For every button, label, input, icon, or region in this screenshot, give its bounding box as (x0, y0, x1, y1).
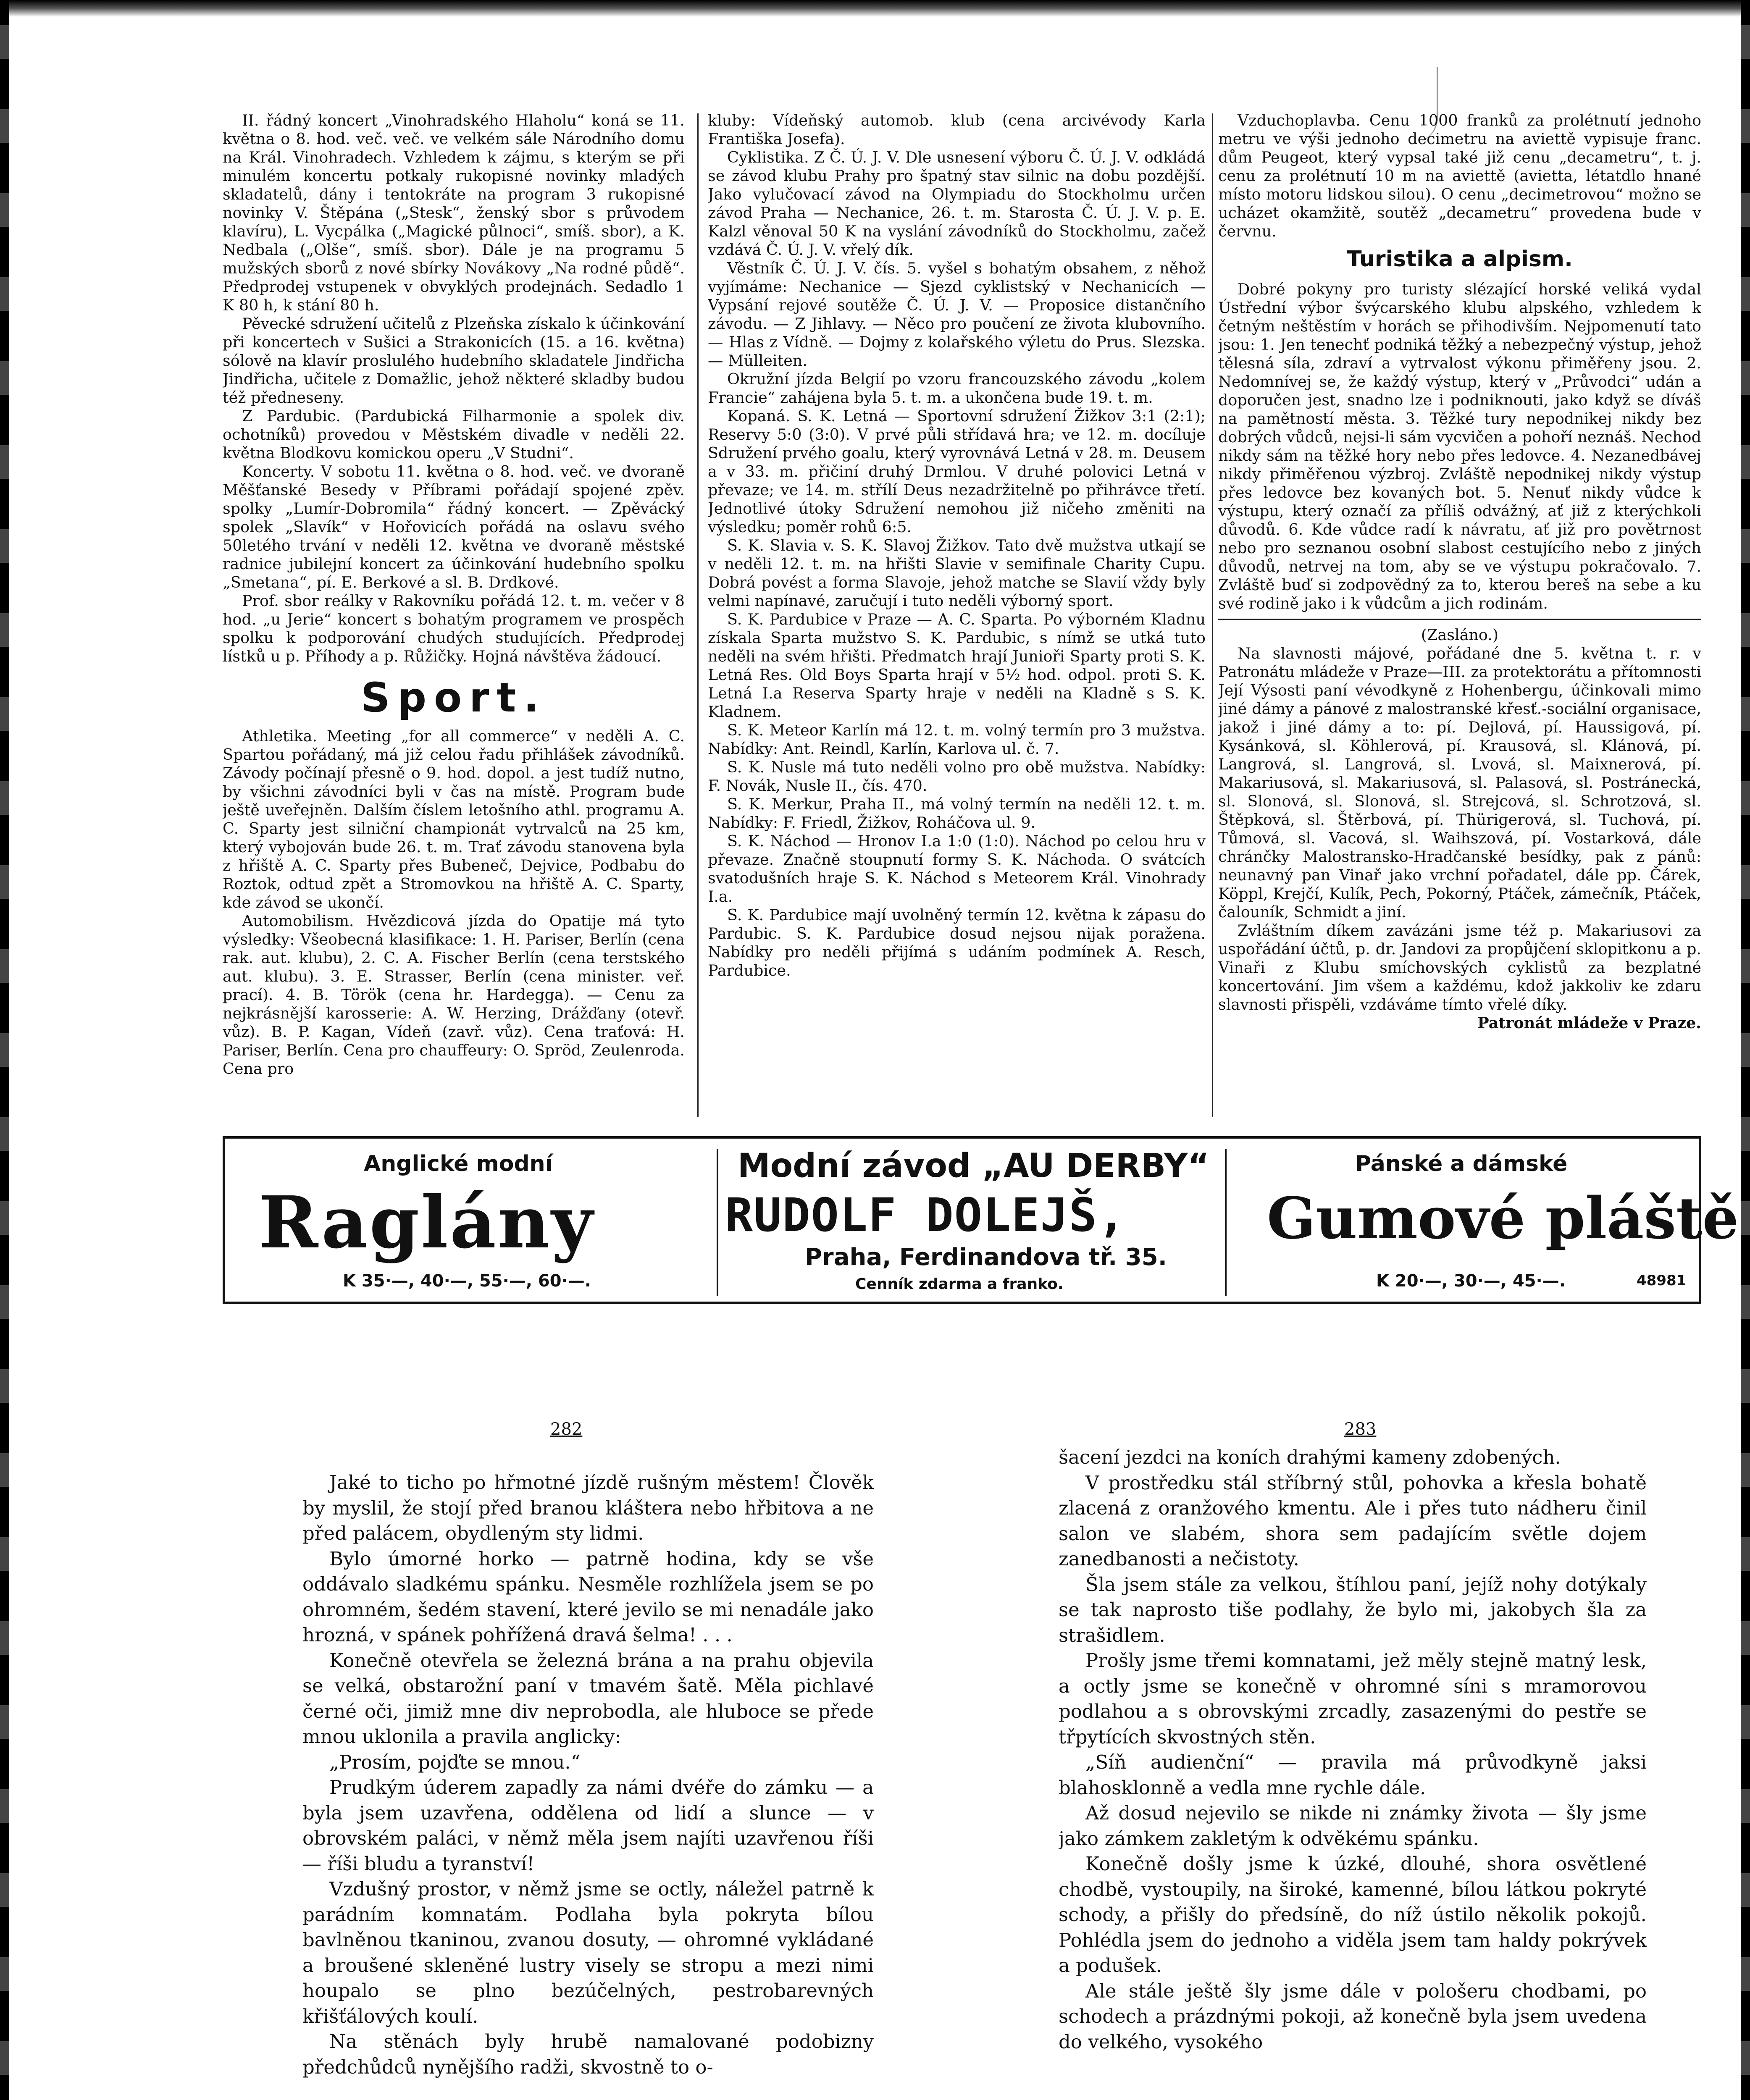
article-automobilism: Automobilism. Hvězdicová jízda do Opatije má tyto výsledky: Všeobecná klasifikace: 1. H. Pariser, Berlín (cena rak. aut. klubu), 2. C. A. Fischer Berlín (cena terstského aut. klubu). 3. E. Strasser, Berlín (cena minister. veř. prací). 4. B. Török (cena hr. Hardegga). — Cenu za nejkrásnější karosserie: A. W. Herzing, Drážďany (otevř. vůz). B. P. Kagan, Vídeň (zavř. vůz). Cena traťová: H. Pariser, Berlín. Cena pro chauffeury: O. Spröd, Zeulenroda. Cena pro (223, 912, 685, 1078)
article-kluby: kluby: Vídeňský automob. klub (cena arcivévody Karla Františka Josefa). (708, 111, 1206, 148)
book-right-paragraph-2: V prostředku stál stříbrný stůl, pohovka a křesla bohatě zlacená z oranžového kmentu. Ale i přes tuto nádheru činil salon ve slabém, shora sem padajícím světle dojem zanedbanosti a nečistoty. (1059, 1471, 1647, 1570)
book-right-page (1059, 1445, 1647, 2100)
book-right-paragraph-4: Prošly jsme třemi komnatami, jež měly stejně matný lesk, a octly jsme se konečně v ohromné síni s mramorovou podlahou a s obrovskými zrcadly, zasazenými do pestře se třpytících skvostných stěn. (1059, 1649, 1647, 1748)
book-left-paragraph-2: Bylo úmorné horko — patrně hodina, kdy se vše oddávalo sladkému spánku. Nesměle rozhlížela jsem se po ohromném, šedém stavení, které jevilo se mi nenadále jako hrozná, v spánek pohřížená dravá šelma! . . . (302, 1547, 874, 1646)
signature-patronat: Patronát mládeže v Praze. (1477, 1014, 1701, 1032)
ad-right-prices: K 20·—, 30·—, 45·—. (1376, 1271, 1566, 1291)
newspaper-column-1 (223, 111, 685, 1117)
section-divider (1218, 619, 1701, 620)
ad-center-address: Praha, Ferdinandova tř. 35. (805, 1244, 1167, 1271)
ad-center-top: Modní závod „AU DERBY“ (738, 1147, 1209, 1185)
article-athletika: Athletika. Meeting „for all commerce“ v neděli A. C. Spartou pořádaný, má již celou řadu přihlášek závodníků. Závody počínají přesně o 9. hod. dopol. a jest tudíž nutno, by všichni závodníci byli v čas na místě. Program bude ještě uveřejněn. Dalším číslem letošního athl. programu A. C. Sparty jest silniční championát vytrvalců na 25 km, který vybojován bude 26. t. m. Trať závodu stanovena byla z hřiště A. C. Sparty přes Bubeneč, Dejvice, Podbabu do Roztok, odtud zpět a Stromovkou na hřiště A. C. Sparty, kde závod se ukončí. (223, 727, 685, 911)
ad-center-main: RUDOLF DOLEJŠ, (725, 1188, 1127, 1242)
article-rakovnik: Prof. sbor reálky v Rakovníku pořádá 12. t. m. večer v 8 hod. „u Jerie“ koncert s bohatým programem ve prospěch spolku k podporování chudých studujících. Předprodej lístků u p. Příhody a p. Růžičky. Hojná návštěva žádoucí. (223, 592, 685, 665)
book-right-paragraph-5: „Síň audienční“ — pravila má průvodkyně jaksi blahosklonně a vedla mne rychle dále. (1059, 1751, 1647, 1799)
article-pardubice-termin: S. K. Pardubice mají uvolněný termín 12. května k zápasu do Pardubic. S. K. Pardubice dosud nejsou nijak poražena. Nabídky pro neděli přijímá s udáním podmínek A. Resch, Pardubice. (708, 906, 1206, 979)
article-vzduchoplavba: Vzduchoplavba. Cenu 1000 franků za prolétnutí jednoho metru ve výši jednoho decimetru na aviettě vypisuje franc. dům Peugeot, který vypsal také již cenu „decametru“, t. j. cenu za prolétnutí 10 m na aviettě (avietta, létatdlo hnané místo motoru lidskou silou). O cenu „decimetrovou“ možno se ucházet okamžitě, soutěž „decametru“ provedena bude v červnu. (1218, 111, 1701, 240)
book-right-paragraph-7: Konečně došly jsme k úzké, dlouhé, shora osvětlené chodbě, vystoupily, na široké, kamenné, bílou látkou pokryté schody, a přišly do předsíně, do níž ústilo několik pokojů. Pohlédla jsem do jednoho a viděla jsem tam haldy pokrývek a podušek. (1059, 1853, 1647, 1977)
advertisement-box (223, 1136, 1739, 1304)
article-koncerty: Koncerty. V sobotu 11. května o 8. hod. več. ve dvoraně Měšťanské Besedy v Příbrami pořádají spojené zpěv. spolky „Lumír-Dobromila“ řádný koncert. — Zpěvácký spolek „Slavík“ v Hořovicích pořádá na oslavu svého 50letého trvání v neděli 12. května ve dvoraně městské radnice jubilejní koncert za účinkování hudebního spolku „Smetana“, pí. E. Berkové a sl. B. Drdkové. (223, 462, 685, 591)
sport-heading: Sport. (361, 674, 547, 721)
article-pardubice: Z Pardubic. (Pardubická Filharmonie a spolek div. ochotníků) provedou v Městském divadle v neděli 22. května Blodkovu komickou operu „V Studni“. (223, 407, 685, 462)
newspaper-column-3 (1218, 111, 1701, 1117)
article-nusle: S. K. Nusle má tuto neděli volno pro obě mužstva. Nabídky: F. Novák, Nusle II., čís. 470. (708, 758, 1206, 795)
ad-right-main: Gumové pláště (1267, 1185, 1739, 1252)
book-right-paragraph-3: Šla jsem stále za velkou, štíhlou paní, jejíž nohy dotýkaly se tak naprosto tiše podlahy, že bylo mi, jakobych šla za strašidlem. (1059, 1573, 1647, 1646)
ad-separator-2 (1225, 1149, 1227, 1296)
ad-left-prices: K 35·—, 40·—, 55·—, 60·—. (343, 1271, 591, 1291)
article-okruzni-jizda: Okružní jízda Belgií po vzoru francouzského závodu „kolem Francie“ zahájena byla 5. t. m. a ukončena bude 19. t. m. (708, 370, 1206, 407)
book-left-paragraph-1: Jaké to ticho po hřmotné jízdě rušným městem! Člověk by myslil, že stojí před branou kláštera nebo hřbitova a ne před palácem, obydleným sty lidmi. (302, 1471, 874, 1544)
book-left-paragraph-4: „Prosím, pojďte se mnou.“ (329, 1751, 581, 1773)
column-rule-2 (1212, 113, 1213, 1117)
article-kopana: Kopaná. S. K. Letná — Sportovní sdružení Žižkov 3:1 (2:1); Reservy 5:0 (3:0). V prvé půli střídavá hra; ve 12. m. docíluje Sdružení prvého goalu, který vyrovnává Letná v 28. m. Deusem a v 33. m. přičiní druhý Drmlou. V druhé polovici Letná v převaze; ve 14. m. střílí Deus nezadržitelně po přihrávce třetí. Jednotlivé útoky Sdružení nemohou již ničeho změniti na výsledku; poměr rohů 6:5. (708, 407, 1206, 536)
newspaper-column-2 (708, 111, 1206, 1117)
article-pardubice-sparta: S. K. Pardubice v Praze — A. C. Sparta. Po výborném Kladnu získala Sparta mužstvo S. K. Pardubic, s nímž se utká tuto neděli na svém hřišti. Předmatch hrají Junioři Sparty proti S. K. Letná Res. Old Boys Sparta hrají v 5½ hod. odpol. proti S. K. Letná I.a Reserva Sparty hraje v neděli na Kladně s S. K. Kladnem. (708, 610, 1206, 721)
scan-top-edge (0, 0, 1750, 17)
article-vestnik: Věstník Č. Ú. J. V. čís. 5. vyšel s bohatým obsahem, z něhož vyjímáme: Nechanice — Sjezd cyklistský v Nechanicích — Vypsání rejové soutěže Č. Ú. J. V. — Proposice distančního závodu. — Z Jihlavy. — Něco pro poučení ze života klubovního. — Hlas z Vídně. — Dojmy z kolařského výletu do Prus. Slezska. — Mülleiten. (708, 259, 1206, 370)
article-slavia: S. K. Slavia v. S. K. Slavoj Žižkov. Tato dvě mužstva utkají se v neděli 12. t. m. na hřišti Slavie v semifinale Charity Cupu. Dobrá povést a forma Slavoje, jehož matche se Slavií vždy byly velmi napínavé, zaručují i tuto neděli výborný sport. (708, 536, 1206, 610)
zaslano-heading: (Zasláno.) (1421, 626, 1499, 644)
article-zaslano-2: Zvláštním díkem zavázáni jsme též p. Makariusovi za uspořádání účtů, p. dr. Jandovi za propůjčení sklopitkonu a p. Vinaři z Klubu smíchovských cyklistů za bezplatné koncertování. Jim všem a každému, kdož jakkoliv ke zdaru slavnosti přispěli, vzdáváme tímto vřelé díky. (1218, 921, 1701, 1013)
article-meteor: S. K. Meteor Karlín má 12. t. m. volný termín pro 3 mužstva. Nabídky: Ant. Reindl, Karlín, Karlova ul. č. 7. (708, 721, 1206, 758)
ad-left-main: Raglány (259, 1181, 595, 1265)
scan-right-edge (1741, 0, 1750, 2100)
book-right-paragraph-1: šacení jezdci na koních drahými kameny zdobených. (1059, 1446, 1561, 1468)
article-merkur: S. K. Merkur, Praha II., má volný termín na neděli 12. t. m. Nabídky: F. Friedl, Žižkov, Roháčova ul. 9. (708, 795, 1206, 832)
article-cyklistika: Cyklistika. Z Č. Ú. J. V. Dle usnesení výboru Č. Ú. J. V. odkládá se závod klubu Prahy pro špatný stav silnic na dobu pozdější. Jako vylučovací závod na Olympiadu do Stockholmu určen závod Praha — Nechanice, 26. t. m. Starosta Č. Ú. J. V. p. E. Kalzl věnoval 50 K na vyslání závodníků do Stockholmu, začež vzdává Č. Ú. J. V. vřelý dík. (708, 148, 1206, 259)
ad-left-top: Anglické modní (364, 1151, 553, 1176)
book-left-page (302, 1470, 874, 2100)
turistika-heading: Turistika a alpism. (1347, 247, 1573, 272)
book-left-paragraph-6: Vzdušný prostor, v němž jsme se octly, náležel patrně k parádním komnatám. Podlaha byla pokryta bílou bavlněnou tkaninou, zvanou dosuty, — ohromné vykládané a broušené skleněné lustry visely se stropu a mezi nimi houpalo se plno bezúčelných, pestrobarevných křišťálových koulí. (302, 1878, 874, 2027)
scan-left-edge (0, 0, 9, 2100)
article-nachod: S. K. Náchod — Hronov I.a 1:0 (1:0). Náchod po celou hru v převaze. Značně stoupnutí formy S. K. Náchoda. O svátcích svatodušních hraje S. K. Náchod s Meteorem Král. Vinohrady I.a. (708, 832, 1206, 906)
left-page-number: 282 (550, 1420, 583, 1439)
book-right-paragraph-8: Ale stále ještě šly jsme dále v pološeru chodbami, po schodech a prázdnými pokoji, až konečně byla jsem uvedena do velkého, vysokého (1059, 1979, 1647, 2053)
book-left-paragraph-5: Prudkým úderem zapadly za námi dvéře do zámku — a byla jsem uzavřena, oddělena od lidí a slunce — v obrovském paláci, v němž měla jsem najíti uzavřenou říši — říši bludu a tyranství! (302, 1776, 874, 1875)
ad-separator-1 (717, 1149, 718, 1296)
ad-center-note: Cenník zdarma a franko. (855, 1276, 1064, 1293)
article-pevecke-sdruzeni: Pěvecké sdružení učitelů z Plzeňska získalo k účinkování při koncertech v Sušici a Strakonicích (15. a 16. května) sólově na klavír proslulého hudebního skladatele Jindřicha Jindřicha, učitele z Domažlic, jehož některé skladby budou též předneseny. (223, 315, 685, 407)
column-rule-1 (697, 113, 699, 1117)
ad-number: 48981 (1637, 1272, 1687, 1289)
article-zaslano-1: Na slavnosti májové, pořádané dne 5. května t. r. v Patronátu mládeže v Praze—III. za protektorátu a přítomnosti Její Výsosti paní vévodkyně z Hohenbergu, účinkovali mimo jiné dámy a pánové z malostranské křesť.-sociální organisace, jakož i jiné dámy a to: pí. Dejlová, pí. Haussigová, pí. Kysánková, sl. Köhlerová, pí. Krausová, sl. Klánová, pí. Langrová, sl. Langrová, sl. Lvová, sl. Maixnerová, pí. Makariusová, sl. Makariusová, sl. Palasová, sl. Postránecká, sl. Slonová, sl. Slonová, sl. Strejcová, sl. Schrotzová, sl. Štěpková, sl. Štěrbová, pí. Thürigerová, sl. Tuchová, pí. Tůmová, sl. Vacová, sl. Waihszová, pí. Vostarková, dále chránčky Malostransko-Hradčanské besídky, pak z pánů: neunavný pan Vinař jako vrchní pořadatel, dále pp. Čárek, Köppl, Krejčí, Kulík, Pech, Pokorný, Ptáček, zámečník, Ptáček, čalouník, Schmidt a jiní. (1218, 644, 1701, 921)
article-turistika: Dobré pokyny pro turisty slézající horské veliká vydal Ústřední výbor švýcarského klubu alpského, vzhledem k četným neštěstím v horách se přihodivším. Nejpomenutí tato jsou: 1. Jen tenechť podniká těžký a nebezpečný výstup, jehož tělesná síla, zdraví a vytrvalost výkonu přiměřeny jsou. 2. Nedomnívej se, že každý výstup, který v „Průvodci“ udán a doporučen jest, snadno lze i podniknouti, jako když se díváš na pamětností města. 3. Těžké tury nepodnikej nikdy bez dobrých vůdců, nejsi-li sám vycvičen a pohoří neznáš. Nechoď nikdy sám na těžké hory nebo přes ledovce. 4. Nezanedbávej nikdy přiměřenou výzbroj. Zvláště nepodnikej nikdy výstup přes ledovce bez kovaných bot. 5. Nenuť nikdy vůdce k výstupu, který označí za příliš odvážný, ať již z kterýchkoli důvodů. 6. Kde vůdce radí k návratu, ať již pro povětrnost nebo pro seznanou osobní slabost cestujícího nebo z jiných důvodů, netrvej na tom, aby se ve výstupu pokračovalo. 7. Zvláště buď si zodpovědný za to, kterou bereš na sebe a ku své rodině jako i k vůdcům a jich rodinám. (1218, 280, 1701, 612)
right-page-number: 283 (1344, 1420, 1377, 1439)
book-left-paragraph-3: Konečně otevřela se železná brána a na prahu objevila se velká, obstarožní paní v tmavém šatě. Měla pichlavé černé oči, jimiž mne div neprobodla, ale hluboce se přede mnou uklonila a pravila anglicky: (302, 1649, 874, 1748)
book-right-paragraph-6: Až dosud nejevilo se nikde ni známky života — šly jsme jako zámkem zakletým k odvěkému spánku. (1059, 1802, 1647, 1850)
ad-right-top: Pánské a dámské (1355, 1151, 1568, 1176)
article-vinohradsky-hlahol: II. řádný koncert „Vinohradského Hlaholu“ koná se 11. května o 8. hod. več. več. ve velkém sále Národního domu na Král. Vinohradech. Vzhledem k zájmu, s kterým se při minulém koncertu potkaly rukopisné novinky mladých skladatelů, dány i tentokráte na program 3 rukopisné novinky V. Štěpána („Stesk“, ženský sbor s průvodem klavíru), L. Vycpálka („Magické půlnoci“, smíš. sbor), a K. Nedbala („Olše“, smíš. sbor). Dále je na programu 5 mužských sborů z nové sbírky Novákovy „Na rodné půdě“. Předprodej vstupenek v obvyklých prodejnách. Sedadlo 1 K 80 h, k stání 80 h. (223, 111, 685, 314)
book-left-paragraph-7: Na stěnách byly hrubě namalované podobizny předchůdců nynějšího radži, skvostně to o- (302, 2030, 874, 2078)
